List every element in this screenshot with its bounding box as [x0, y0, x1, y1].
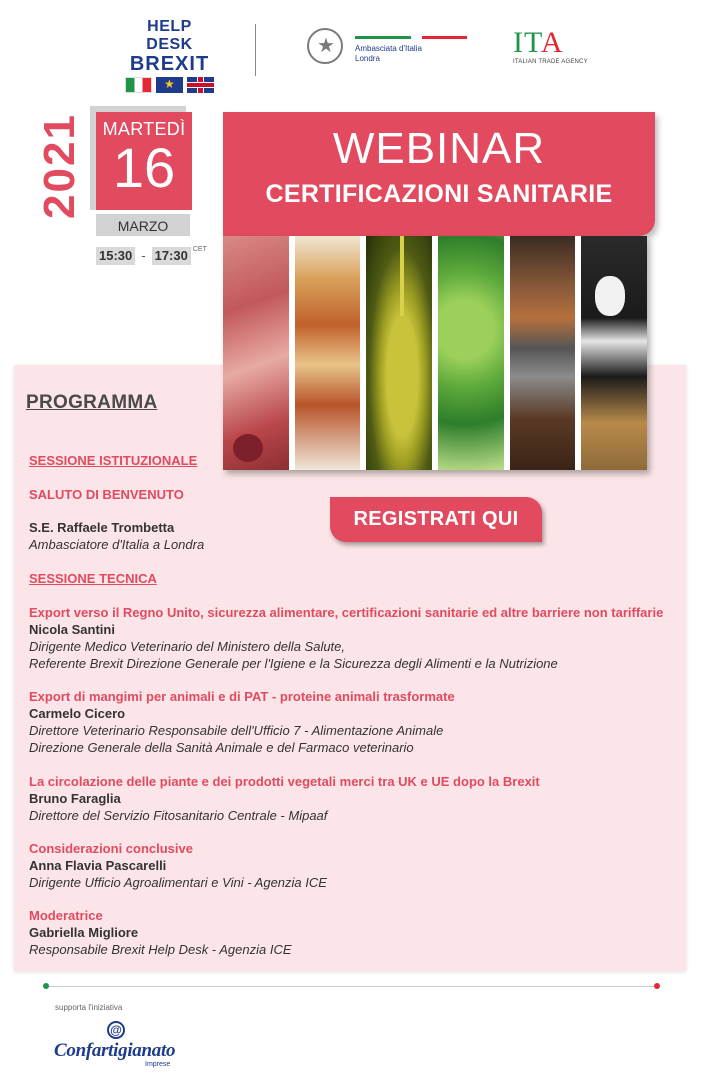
talk-role: Referente Brexit Direzione Generale per l'Igiene e la Sicurezza degli Alimenti e la Nutrizione — [29, 656, 558, 671]
talk-title: La circolazione delle piante e dei prodotti vegetali merci tra UK e UE dopo la Brexit — [29, 774, 540, 789]
talk-role: Dirigente Ufficio Agroalimentari e Vini - Agenzia ICE — [29, 875, 327, 890]
time-separator: - — [141, 248, 146, 263]
time-start: 15:30 — [96, 247, 135, 265]
footer-dot-green — [43, 983, 49, 989]
ita-a-letter: A — [540, 26, 564, 59]
talk-1 — [29, 604, 663, 672]
olive-oil-photo — [366, 236, 432, 470]
confartigianato-sub: Imprese — [145, 1061, 171, 1068]
ambasciata-line2: Londra — [355, 54, 380, 63]
flags-row — [122, 77, 217, 93]
talk-speaker: Anna Flavia Pascarelli — [29, 858, 167, 873]
talk-title: Moderatrice — [29, 908, 103, 923]
event-month: MARZO — [96, 214, 190, 236]
saluto-speaker: S.E. Raffaele Trombetta — [29, 520, 175, 535]
food-photo-collage — [223, 236, 647, 470]
talk-4 — [29, 840, 327, 891]
date-card — [96, 112, 192, 210]
uk-flag-icon — [187, 77, 214, 93]
talk-speaker: Nicola Santini — [29, 622, 115, 637]
ita-subtitle: ITALIAN TRADE AGENCY — [513, 59, 588, 65]
lasagna-photo — [295, 236, 361, 470]
talk-speaker: Gabriella Migliore — [29, 925, 139, 940]
programma-heading: PROGRAMMA — [26, 392, 158, 413]
ambasciata-logo — [307, 28, 477, 72]
event-day: 16 — [112, 136, 176, 199]
ambasciata-text — [355, 44, 422, 64]
webinar-subtitle: CERTIFICAZIONI SANITARIE — [265, 180, 613, 208]
ita-wordmark: ITA — [513, 26, 564, 59]
talk-role: Dirigente Medico Veterinario del Ministero della Salute, — [29, 639, 346, 654]
event-time — [96, 247, 207, 265]
italy-flag-icon — [125, 77, 152, 93]
time-end: 17:30 — [152, 247, 191, 265]
webinar-banner — [223, 112, 655, 236]
event-year-text: 2021 — [35, 113, 85, 219]
saluto-role: Ambasciatore d'Italia a Londra — [29, 537, 205, 552]
sessione-istituzionale — [29, 452, 197, 469]
leaves-photo — [438, 236, 504, 470]
talk-speaker: Carmelo Cicero — [29, 706, 126, 721]
sessione-tecnica — [29, 570, 157, 587]
footer-dot-red — [654, 983, 660, 989]
header-divider — [255, 24, 256, 76]
helpdesk-title: HELP DESK — [146, 18, 193, 53]
talk-title: Considerazioni conclusive — [29, 841, 193, 856]
brexit-title: BREXIT — [129, 53, 210, 75]
confartigianato-icon: @ — [107, 1021, 125, 1039]
ambasciata-line1: Ambasciata d'Italia — [355, 44, 422, 53]
saluto-heading: SALUTO DI BENVENUTO — [29, 487, 184, 502]
footer-divider — [46, 986, 658, 987]
sessione-istituzionale-heading: SESSIONE ISTITUZIONALE — [29, 453, 198, 468]
register-button[interactable]: REGISTRATI QUI — [330, 497, 542, 542]
talk-role: Direzione Generale della Sanità Animale e del Farmaco veterinario — [29, 740, 414, 755]
saluto-block — [29, 486, 204, 553]
talk-speaker: Bruno Faraglia — [29, 791, 121, 806]
talk-title: Export verso il Regno Unito, sicurezza alimentare, certificazioni sanitarie ed altre barriere non tariffarie — [29, 605, 664, 620]
talk-3 — [29, 773, 540, 824]
supporta-label: supporta l'iniziativa — [55, 1003, 123, 1012]
talk-role: Direttore del Servizio Fitosanitario Centrale - Mipaaf — [29, 808, 328, 823]
talk-title: Export di mangimi per animali e di PAT - proteine animali trasformate — [29, 689, 455, 704]
cow-photo — [581, 236, 647, 470]
event-weekday: MARTEDÌ — [102, 119, 186, 139]
coffee-photo — [510, 236, 576, 470]
ita-logo — [513, 28, 593, 65]
sessione-tecnica-heading: SESSIONE TECNICA — [29, 571, 157, 586]
talk-2 — [29, 688, 455, 756]
timezone-label: CET — [192, 246, 207, 253]
talk-role: Responsabile Brexit Help Desk - Agenzia ICE — [29, 942, 292, 957]
eu-flag-icon — [156, 77, 183, 93]
prosciutto-photo — [223, 236, 289, 470]
event-year — [36, 110, 84, 222]
helpdesk-brexit-logo — [122, 18, 217, 93]
tricolor-line — [355, 36, 467, 39]
talk-5 — [29, 907, 292, 958]
talk-role: Direttore Veterinario Responsabile dell'Ufficio 7 - Alimentazione Animale — [29, 723, 444, 738]
webinar-title: WEBINAR — [332, 124, 546, 173]
italian-emblem-icon — [307, 28, 343, 64]
confartigianato-logo: Confartigianato — [54, 1040, 176, 1061]
